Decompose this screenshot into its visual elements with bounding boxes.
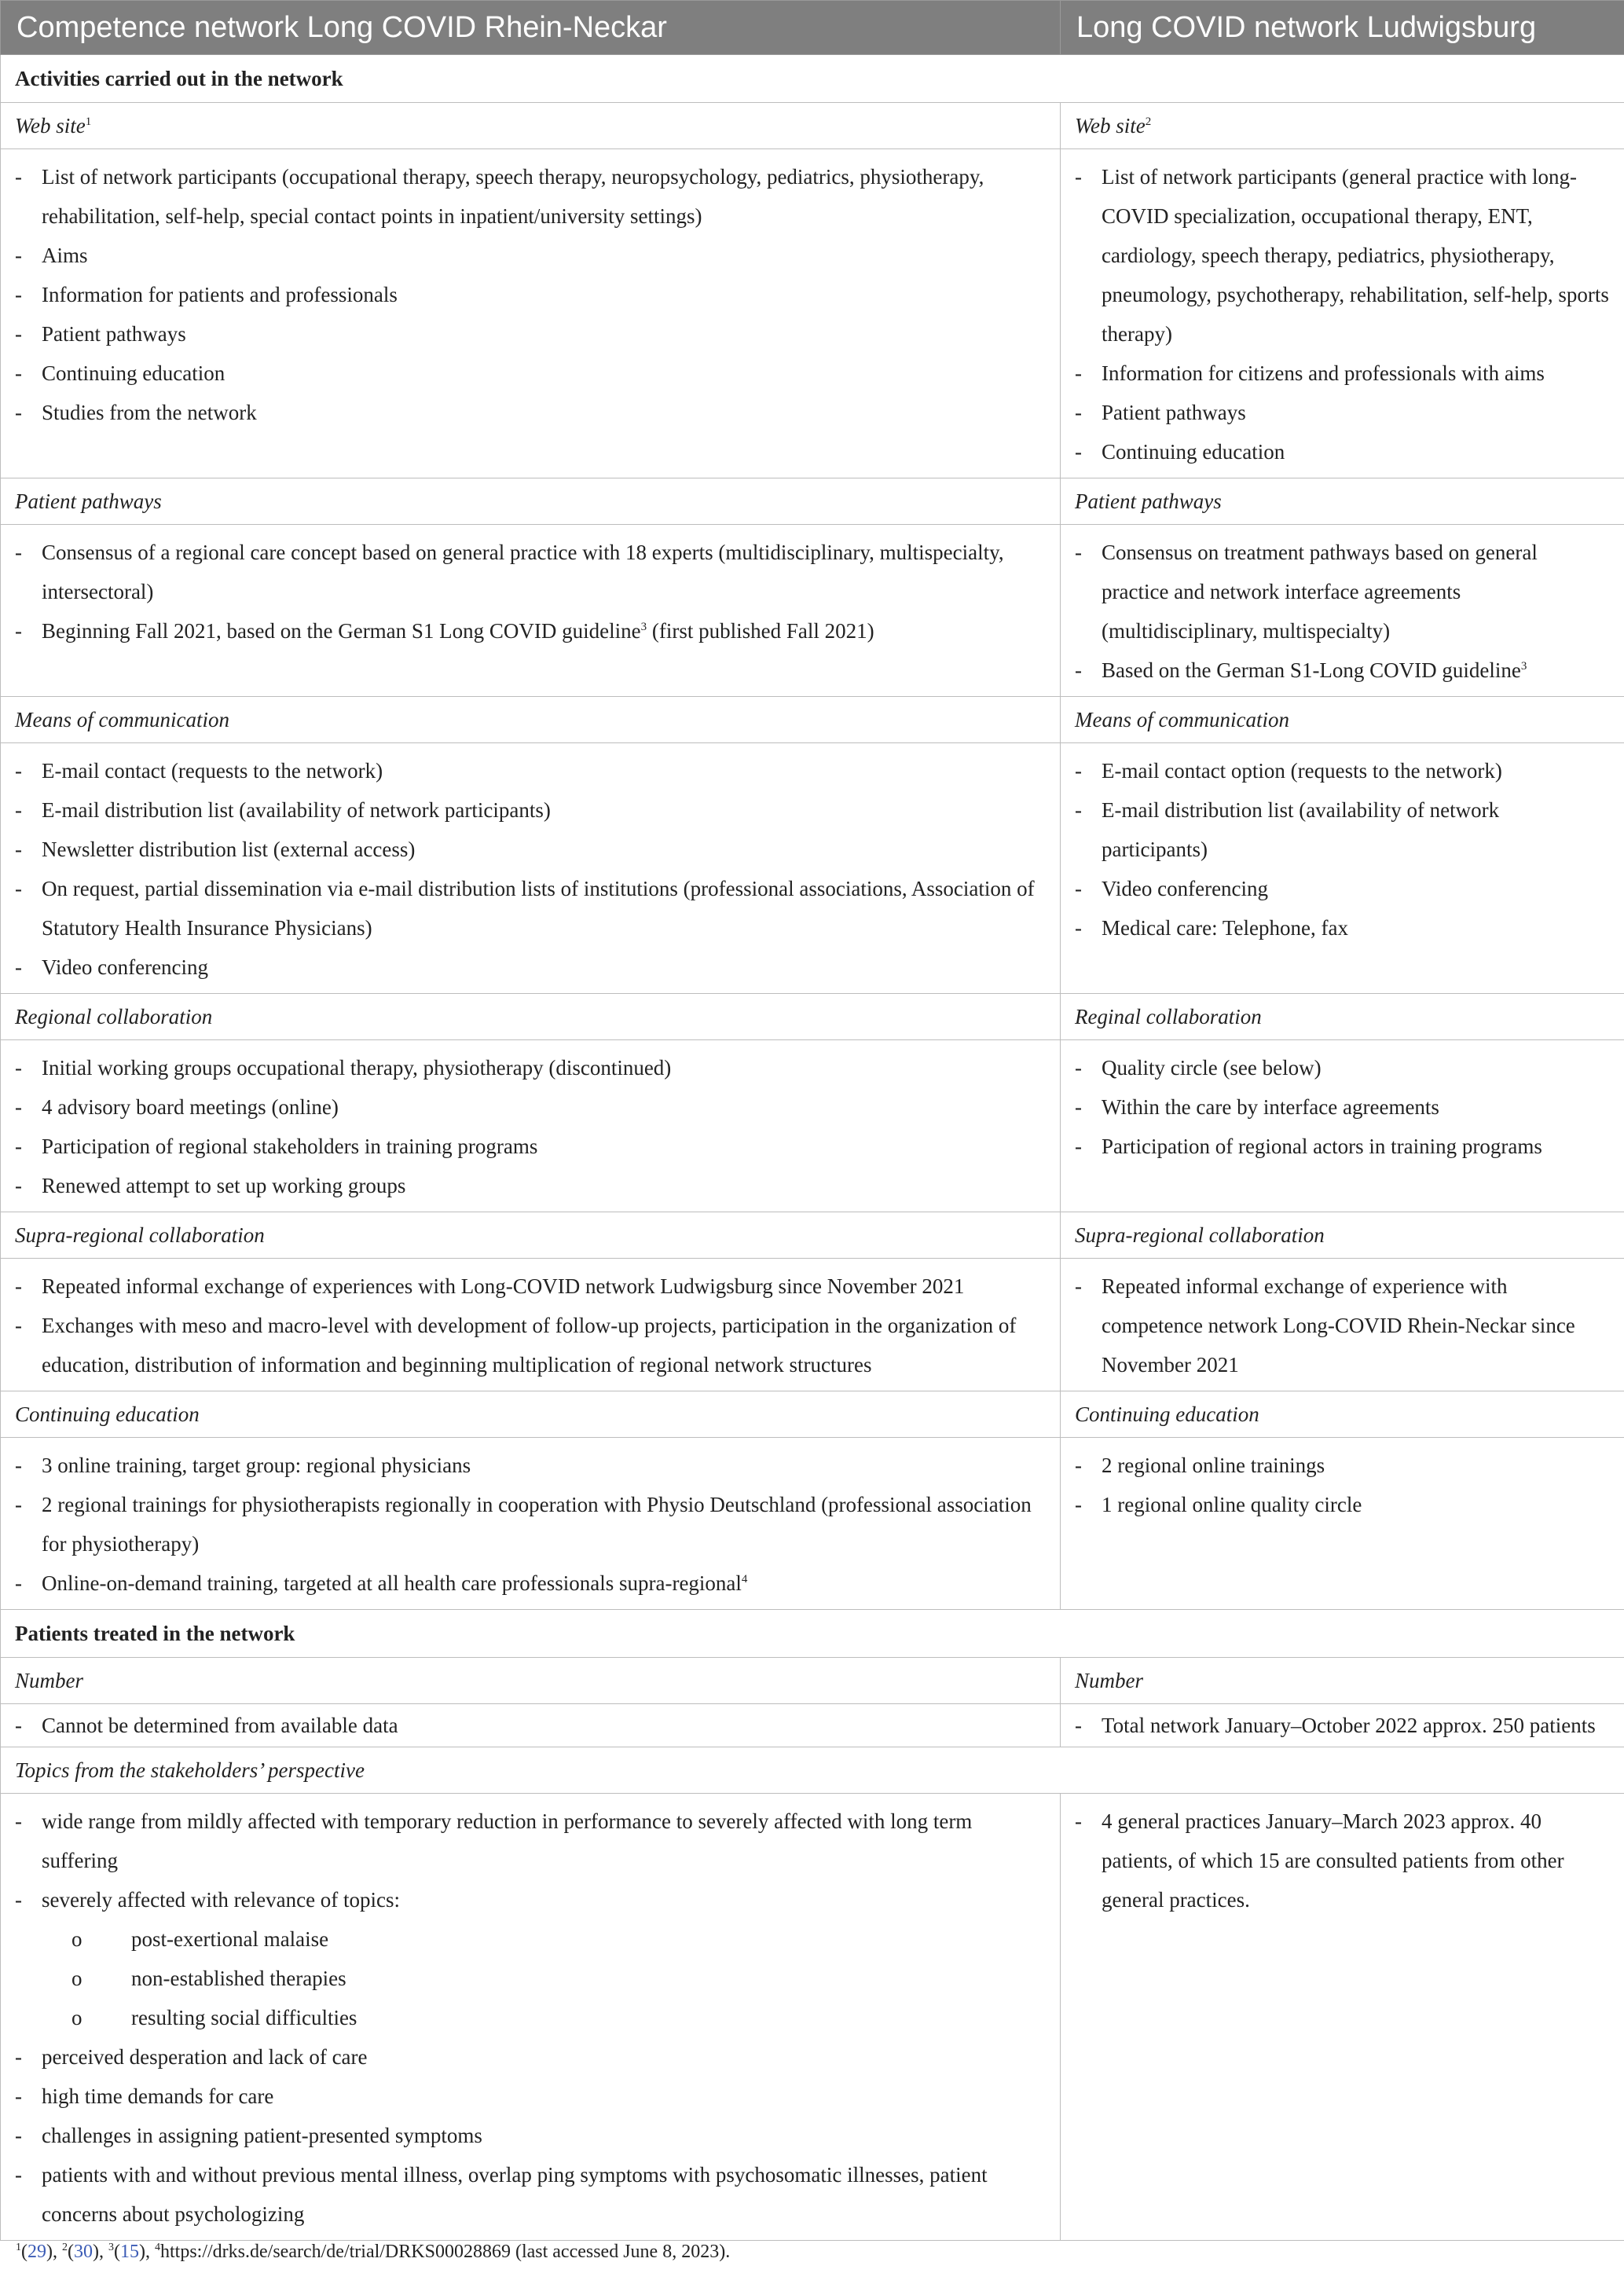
list-item: - Patient pathways (1075, 401, 1246, 424)
subheader-row (1, 1747, 1624, 1794)
list-item: - Online-on-demand training, targeted at all health care professionals supra-regional$^4$ (15, 1571, 748, 1595)
list-item: - Total network January–October 2022 approx. 250 patients (1075, 1714, 1596, 1737)
list-item: - Within the care by interface agreements (1075, 1095, 1439, 1119)
list-item: - Medical care: Telephone, fax (1075, 916, 1348, 940)
list-item: - Aims (15, 244, 88, 267)
content-row (1, 149, 1624, 478)
content-row (1, 1794, 1624, 2241)
subheader-row (1, 1212, 1624, 1259)
reference-link-30[interactable]: 30 (74, 2242, 93, 2262)
content-row (1, 1259, 1624, 1391)
content-row (1, 1704, 1624, 1747)
list-item: - 4 general practices January–March 2023 approx. 40 patients, of which 15 are consulted patients from other general practices. (1075, 1809, 1564, 1912)
list-item: - 2 regional online trainings (1075, 1454, 1325, 1477)
sub-list-item: o resulting social difficulties (71, 2006, 357, 2029)
list-item: - E-mail contact (requests to the network) (15, 759, 383, 783)
list-topics-left (1, 1794, 1061, 2241)
list-item: - E-mail distribution list (availability of network participants) (1075, 798, 1500, 861)
list-item: - perceived desperation and lack of care (15, 2045, 368, 2069)
list-item: - 4 advisory board meetings (online) (15, 1095, 339, 1119)
label-regional-right: Reginal collaboration (1061, 994, 1624, 1040)
list-supra-left (1, 1259, 1061, 1391)
list-pathways-left (1, 525, 1061, 697)
label-supra-left: Supra-regional collaboration (1, 1212, 1061, 1259)
list-item: - Continuing education (1075, 440, 1285, 464)
list-item: - List of network participants (general practice with long-COVID specialization, occupational therapy, ENT, cardiology, speech therapy, pediatrics, physiotherapy, pneumology, psychotherapy, rehabilitation, self-help, sports therapy) (1075, 165, 1609, 346)
section-title-patients: Patients treated in the network (1, 1610, 1624, 1658)
list-item: - Based on the German S1-Long COVID guideline$^3$ (1075, 658, 1527, 682)
list-number-left (1, 1704, 1061, 1747)
sub-list-item: o post-exertional malaise (71, 1927, 329, 1951)
subheader-row (1, 994, 1624, 1040)
list-item: - E-mail contact option (requests to the network) (1075, 759, 1502, 783)
content-row (1, 1040, 1624, 1212)
list-item: - 1 regional online quality circle (1075, 1493, 1362, 1516)
list-item: - Information for citizens and professionals with aims (1075, 361, 1545, 385)
subheader-row (1, 1391, 1624, 1438)
list-item: - Repeated informal exchange of experiences with Long-COVID network Ludwigsburg since November 2021 (15, 1274, 965, 1298)
list-item: - challenges in assigning patient-presented symptoms (15, 2124, 482, 2147)
list-item: - Beginning Fall 2021, based on the German S1 Long COVID guideline$^3$ (first published Fall 2021) (15, 619, 874, 643)
list-item: - E-mail distribution list (availability of network participants) (15, 798, 551, 822)
list-education-right (1061, 1438, 1624, 1610)
list-regional-right (1061, 1040, 1624, 1212)
list-communication-right (1061, 743, 1624, 994)
list-item: - Participation of regional stakeholders in training programs (15, 1135, 538, 1158)
list-item: - Exchanges with meso and macro-level with development of follow-up projects, participation in the organization of education, distribution of information and beginning multiplication of regional network structures (15, 1314, 1017, 1377)
list-item: - On request, partial dissemination via e-mail distribution lists of institutions (professional associations, Association of Statutory Health Insurance Physicians) (15, 877, 1035, 940)
section-row (1, 1610, 1624, 1658)
list-item: - Repeated informal exchange of experience with competence network Long-COVID Rhein-Neckar since November 2021 (1075, 1274, 1575, 1377)
label-number-right: Number (1061, 1658, 1624, 1704)
subheader-row (1, 697, 1624, 743)
table-header-row (1, 1, 1624, 55)
list-item: - Studies from the network (15, 401, 257, 424)
label-number-left: Number (1, 1658, 1061, 1704)
list-item: - Quality circle (see below) (1075, 1056, 1322, 1080)
list-item: - patients with and without previous mental illness, overlap ping symptoms with psychosomatic illnesses, patient concerns about psychologizing (15, 2163, 988, 2226)
list-number-right (1061, 1704, 1624, 1747)
list-item: - Video conferencing (15, 955, 209, 979)
list-item: - high time demands for care (15, 2084, 274, 2108)
section-row (1, 55, 1624, 103)
label-communication-right: Means of communication (1061, 697, 1624, 743)
label-communication-left: Means of communication (1, 697, 1061, 743)
label-topics: Topics from the stakeholders’ perspective (1, 1747, 1624, 1794)
list-education-left (1, 1438, 1061, 1610)
list-item: - Information for patients and professionals (15, 283, 398, 306)
list-item: - Renewed attempt to set up working groups (15, 1174, 406, 1197)
list-item: - Video conferencing (1075, 877, 1269, 900)
header-left: Competence network Long COVID Rhein-Neckar (1, 1, 1061, 55)
content-row (1, 743, 1624, 994)
reference-link-29[interactable]: 29 (27, 2242, 46, 2262)
list-supra-right (1061, 1259, 1624, 1391)
sub-list-item: o non-established therapies (71, 1967, 346, 1990)
list-item: - 3 online training, target group: regional physicians (15, 1454, 471, 1477)
label-regional-left: Regional collaboration (1, 994, 1061, 1040)
list-item: - 2 regional trainings for physiotherapists regionally in cooperation with Physio Deutschland (professional association for physiotherapy) (15, 1493, 1032, 1556)
label-education-left: Continuing education (1, 1391, 1061, 1438)
list-item: - Newsletter distribution list (external access) (15, 838, 416, 861)
list-item: - Continuing education (15, 361, 225, 385)
list-topics-right (1061, 1794, 1624, 2241)
reference-link-15[interactable]: 15 (120, 2242, 139, 2262)
list-item: - wide range from mildly affected with temporary reduction in performance to severely affected with long term suffering (15, 1809, 973, 1872)
subheader-row (1, 103, 1624, 149)
content-row (1, 1438, 1624, 1610)
list-item: - Cannot be determined from available data (15, 1714, 398, 1737)
list-item: - Participation of regional actors in training programs (1075, 1135, 1542, 1158)
content-row (1, 525, 1624, 697)
list-item: - Consensus on treatment pathways based on general practice and network interface agreements (multidisciplinary, multispecialty) (1075, 541, 1538, 643)
subheader-row (1, 1658, 1624, 1704)
list-communication-left (1, 743, 1061, 994)
label-website-left: Web site$^1$ (1, 103, 1061, 149)
subheader-row (1, 478, 1624, 525)
list-item: - Initial working groups occupational therapy, physiotherapy (discontinued) (15, 1056, 672, 1080)
footnote-url: https://drks.de/search/de/trial/DRKS00028869 (last accessed June 8, 2023). (160, 2242, 731, 2262)
list-pathways-right (1061, 525, 1624, 697)
label-website-right: Web site$^2$ (1061, 103, 1624, 149)
list-item: - severely affected with relevance of topics: (15, 1888, 401, 1912)
list-website-left (1, 149, 1061, 478)
label-pathways-left: Patient pathways (1, 478, 1061, 525)
list-item: - List of network participants (occupational therapy, speech therapy, neuropsychology, pediatrics, physiotherapy, rehabilitation, self-help, special contact points in inpatient/university settings) (15, 165, 984, 228)
list-item: - Consensus of a regional care concept based on general practice with 18 experts (multidisciplinary, multispecialty, intersectoral) (15, 541, 1004, 603)
section-title-activities: Activities carried out in the network (1, 55, 1624, 103)
list-regional-left (1, 1040, 1061, 1212)
label-supra-right: Supra-regional collaboration (1061, 1212, 1624, 1259)
header-right: Long COVID network Ludwigsburg (1061, 1, 1624, 55)
list-website-right (1061, 149, 1624, 478)
label-pathways-right: Patient pathways (1061, 478, 1624, 525)
list-item: - Patient pathways (15, 322, 186, 346)
label-education-right: Continuing education (1061, 1391, 1624, 1438)
table-footnote: $^1$(29), $^2$(30), $^3$(15), $^4$https://drks.de/search/de/trial/DRKS00028869 (last accessed June 8, 2023). (16, 2242, 731, 2262)
